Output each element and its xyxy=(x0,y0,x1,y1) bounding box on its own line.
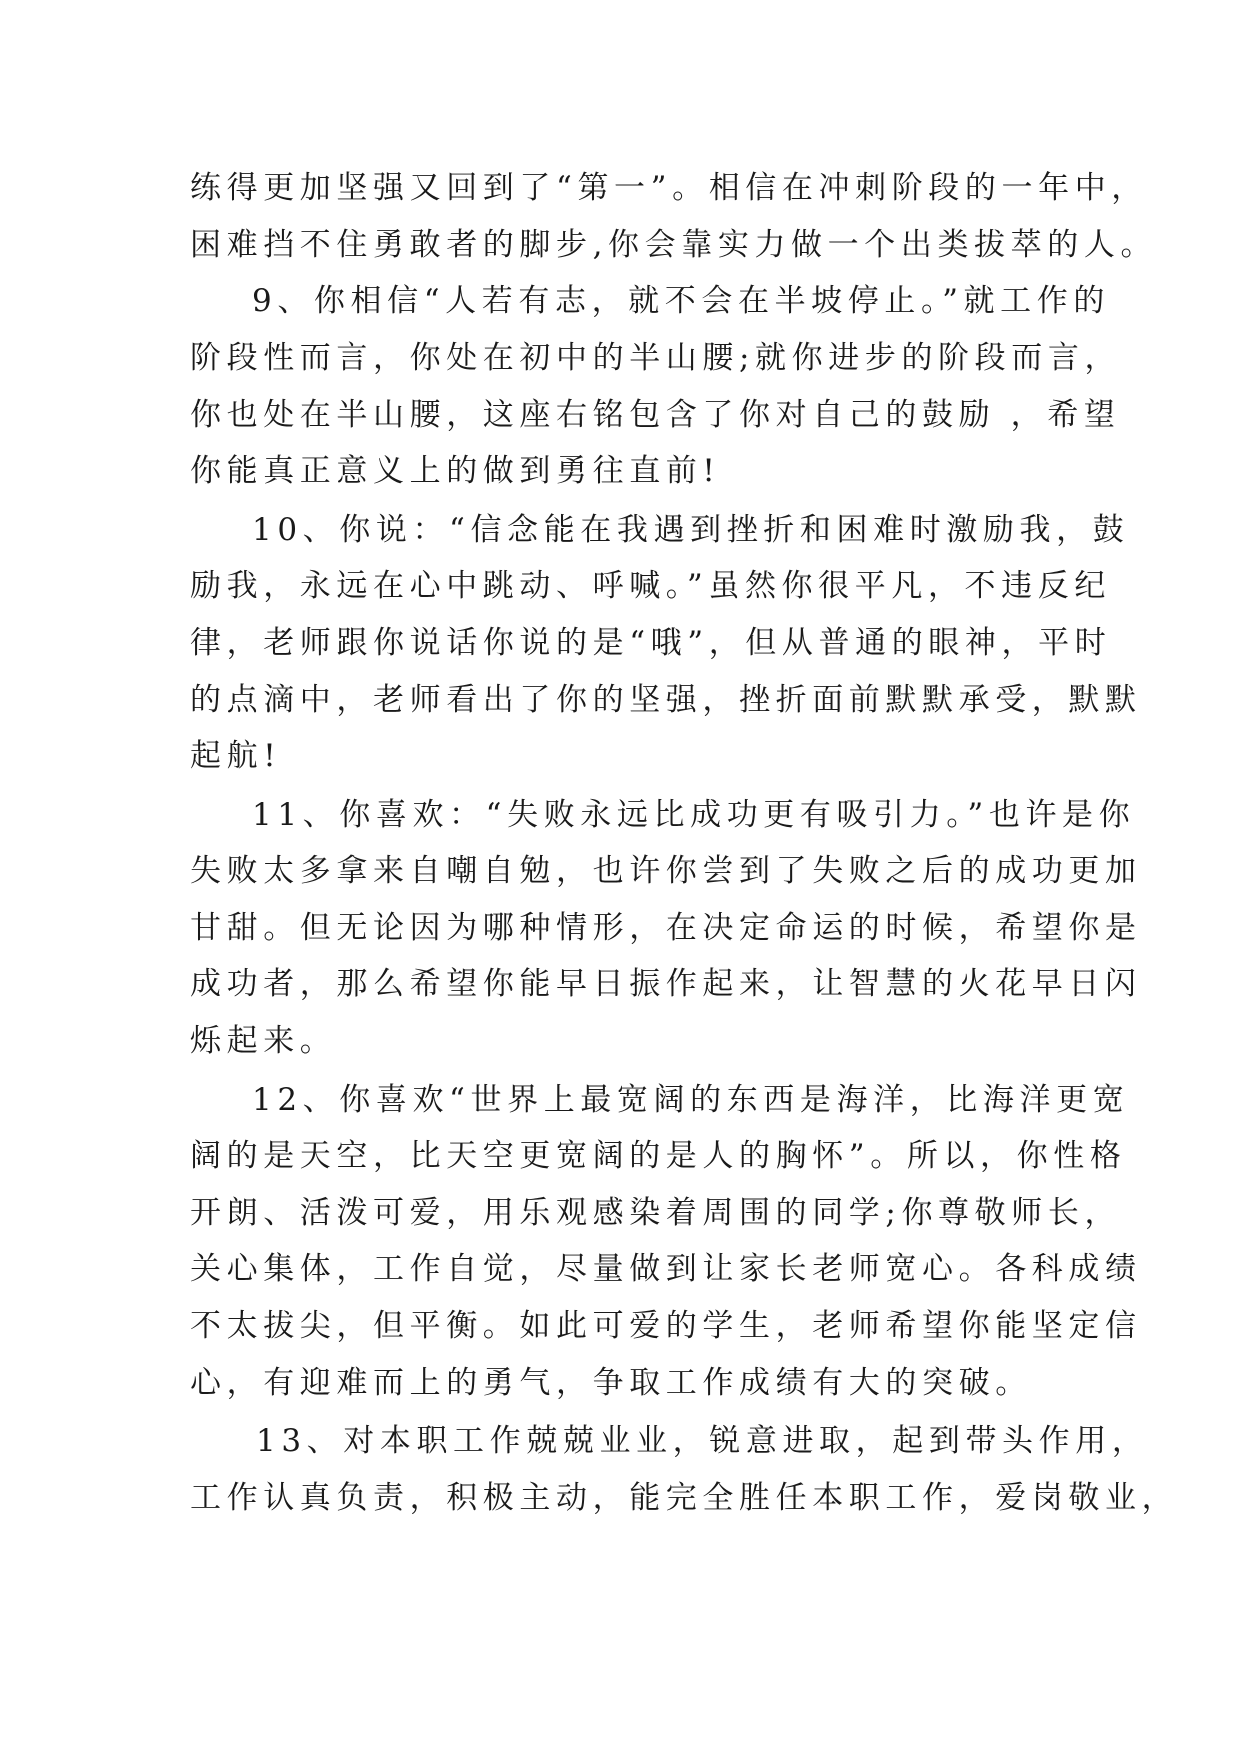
paragraph-13-line: 13、对本职工作兢兢业业，锐意进取，起到带头作用， xyxy=(256,1423,1149,1459)
text-line: 工作认真负责，积极主动，能完全胜任本职工作，爱岗敬业， xyxy=(190,1480,1179,1516)
text-line: 开朗、活泼可爱，用乐观感染着周围的同学;你尊敬师长， xyxy=(190,1195,1122,1231)
paragraph-10-line: 10、你说：“信念能在我遇到挫折和困难时激励我，鼓 xyxy=(252,512,1130,548)
text-line: 甘甜。但无论因为哪种情形，在决定命运的时候，希望你是 xyxy=(190,910,1142,946)
paragraph-12-line: 12、你喜欢“世界上最宽阔的东西是海洋，比海洋更宽 xyxy=(252,1082,1130,1118)
text-line: 困难挡不住勇敢者的脚步,你会靠实力做一个出类拔萃的人。 xyxy=(190,227,1158,263)
text-line: 阶段性而言，你处在初中的半山腰;就你进步的阶段而言， xyxy=(190,340,1122,376)
text-line: 你能真正意义上的做到勇往直前! xyxy=(190,453,721,489)
text-line: 成功者，那么希望你能早日振作起来，让智慧的火花早日闪 xyxy=(190,966,1142,1002)
text-line: 阔的是天空，比天空更宽阔的是人的胸怀”。所以，你性格 xyxy=(190,1138,1127,1174)
text-line: 烁起来。 xyxy=(190,1023,337,1059)
paragraph-9-line: 9、你相信“人若有志，就不会在半坡停止。”就工作的 xyxy=(252,283,1110,319)
text-line: 的点滴中，老师看出了你的坚强，挫折面前默默承受，默默 xyxy=(190,682,1142,718)
text-line: 心，有迎难而上的勇气，争取工作成绩有大的突破。 xyxy=(190,1365,1032,1401)
paragraph-11-line: 11、你喜欢：“失败永远比成功更有吸引力。”也许是你 xyxy=(252,797,1136,833)
text-line: 律，老师跟你说话你说的是“哦”，但从普通的眼神，平时 xyxy=(190,625,1112,661)
text-line: 你也处在半山腰，这座右铭包含了你对自己的鼓励 ，希望 xyxy=(190,397,1121,433)
text-line: 不太拔尖，但平衡。如此可爱的学生，老师希望你能坚定信 xyxy=(190,1308,1142,1344)
text-line: 起航! xyxy=(190,738,282,774)
text-line: 关心集体，工作自觉，尽量做到让家长老师宽心。各科成绩 xyxy=(190,1251,1142,1287)
text-line: 练得更加坚强又回到了“第一”。相信在冲刺阶段的一年中， xyxy=(190,170,1148,206)
text-line: 失败太多拿来自嘲自勉，也许你尝到了失败之后的成功更加 xyxy=(190,853,1142,889)
text-line: 励我，永远在心中跳动、呼喊。”虽然你很平凡，不违反纪 xyxy=(190,568,1111,604)
